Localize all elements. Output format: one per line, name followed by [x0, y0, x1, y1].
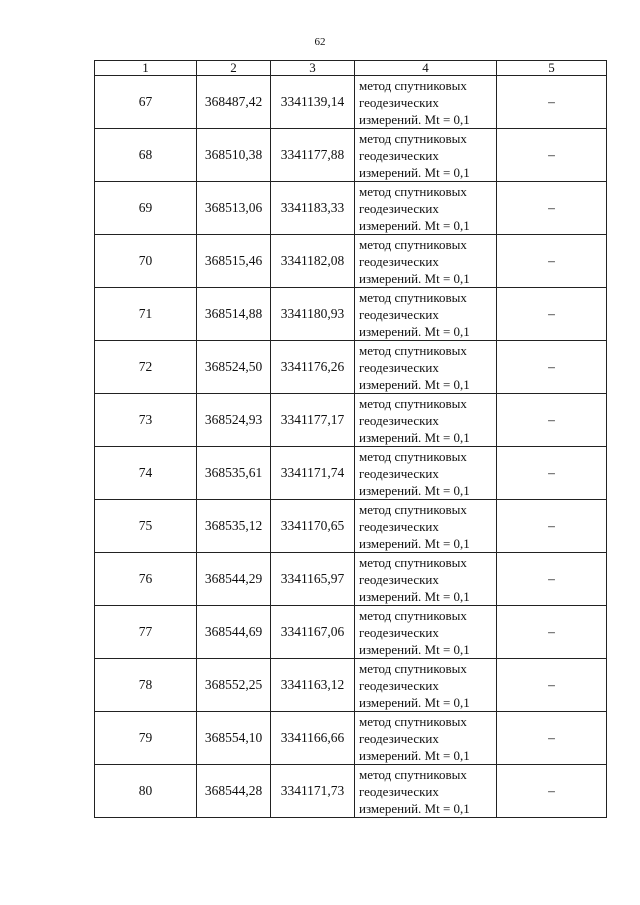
method-cell [355, 288, 497, 341]
method-line: измерений. Mt = 0,1 [359, 641, 470, 657]
method-cell [355, 500, 497, 553]
x-coordinate-cell: 368513,06 [197, 182, 271, 235]
method-line: измерений. Mt = 0,1 [359, 164, 470, 180]
table-row [95, 712, 607, 765]
method-line: геодезических [359, 624, 439, 640]
method-cell [355, 182, 497, 235]
coordinates-table [94, 60, 607, 818]
method-line: измерений. Mt = 0,1 [359, 323, 470, 339]
method-line: метод спутниковых [359, 766, 467, 782]
x-coordinate-cell: 368487,42 [197, 76, 271, 129]
x-coordinate-cell: 368554,10 [197, 712, 271, 765]
method-cell [355, 447, 497, 500]
column-header: 1 [95, 61, 197, 76]
x-coordinate-cell: 368535,12 [197, 500, 271, 553]
y-coordinate-cell: 3341176,26 [271, 341, 355, 394]
column-header: 2 [197, 61, 271, 76]
y-coordinate-cell: 3341171,74 [271, 447, 355, 500]
table-row [95, 182, 607, 235]
method-line: измерений. Mt = 0,1 [359, 111, 470, 127]
y-coordinate-cell: 3341139,14 [271, 76, 355, 129]
table-row [95, 288, 607, 341]
x-coordinate-cell: 368535,61 [197, 447, 271, 500]
table-header-row [95, 61, 607, 76]
point-number-cell: 73 [95, 394, 197, 447]
point-number-cell: 80 [95, 765, 197, 818]
table-row [95, 235, 607, 288]
method-line: геодезических [359, 306, 439, 322]
point-number-cell: 77 [95, 606, 197, 659]
note-cell: – [497, 394, 607, 447]
point-number-cell: 72 [95, 341, 197, 394]
point-number-cell: 74 [95, 447, 197, 500]
x-coordinate-cell: 368544,69 [197, 606, 271, 659]
point-number-cell: 71 [95, 288, 197, 341]
note-cell: – [497, 765, 607, 818]
column-header: 3 [271, 61, 355, 76]
table-row [95, 394, 607, 447]
y-coordinate-cell: 3341177,17 [271, 394, 355, 447]
point-number-cell: 68 [95, 129, 197, 182]
method-line: измерений. Mt = 0,1 [359, 217, 470, 233]
note-cell: – [497, 500, 607, 553]
note-cell: – [497, 341, 607, 394]
method-line: метод спутниковых [359, 607, 467, 623]
method-line: метод спутниковых [359, 130, 467, 146]
method-line: метод спутниковых [359, 77, 467, 93]
method-line: геодезических [359, 200, 439, 216]
table-row [95, 606, 607, 659]
note-cell: – [497, 659, 607, 712]
page-number: 62 [314, 36, 326, 48]
point-number-cell: 69 [95, 182, 197, 235]
note-cell: – [497, 235, 607, 288]
method-line: измерений. Mt = 0,1 [359, 694, 470, 710]
method-line: геодезических [359, 783, 439, 799]
method-line: измерений. Mt = 0,1 [359, 429, 470, 445]
y-coordinate-cell: 3341166,66 [271, 712, 355, 765]
table-row [95, 129, 607, 182]
method-line: измерений. Mt = 0,1 [359, 800, 470, 816]
method-line: метод спутниковых [359, 289, 467, 305]
method-line: измерений. Mt = 0,1 [359, 535, 470, 551]
table-row [95, 76, 607, 129]
method-line: геодезических [359, 730, 439, 746]
x-coordinate-cell: 368524,93 [197, 394, 271, 447]
note-cell: – [497, 553, 607, 606]
point-number-cell: 67 [95, 76, 197, 129]
table-row [95, 765, 607, 818]
column-header: 4 [355, 61, 497, 76]
x-coordinate-cell: 368515,46 [197, 235, 271, 288]
note-cell: – [497, 447, 607, 500]
point-number-cell: 76 [95, 553, 197, 606]
note-cell: – [497, 182, 607, 235]
x-coordinate-cell: 368544,29 [197, 553, 271, 606]
x-coordinate-cell: 368552,25 [197, 659, 271, 712]
method-cell [355, 235, 497, 288]
method-cell [355, 712, 497, 765]
method-cell [355, 659, 497, 712]
table-row [95, 500, 607, 553]
method-line: измерений. Mt = 0,1 [359, 588, 470, 604]
method-line: метод спутниковых [359, 554, 467, 570]
table-row [95, 447, 607, 500]
y-coordinate-cell: 3341170,65 [271, 500, 355, 553]
point-number-cell: 75 [95, 500, 197, 553]
method-line: геодезических [359, 465, 439, 481]
method-line: метод спутниковых [359, 395, 467, 411]
note-cell: – [497, 76, 607, 129]
method-line: геодезических [359, 94, 439, 110]
x-coordinate-cell: 368524,50 [197, 341, 271, 394]
y-coordinate-cell: 3341182,08 [271, 235, 355, 288]
note-cell: – [497, 129, 607, 182]
method-cell [355, 553, 497, 606]
method-line: геодезических [359, 677, 439, 693]
method-line: метод спутниковых [359, 660, 467, 676]
method-line: геодезических [359, 253, 439, 269]
method-line: геодезических [359, 147, 439, 163]
method-cell [355, 76, 497, 129]
method-line: геодезических [359, 412, 439, 428]
y-coordinate-cell: 3341171,73 [271, 765, 355, 818]
table-row [95, 553, 607, 606]
method-cell [355, 606, 497, 659]
point-number-cell: 78 [95, 659, 197, 712]
method-cell [355, 129, 497, 182]
y-coordinate-cell: 3341183,33 [271, 182, 355, 235]
method-line: геодезических [359, 571, 439, 587]
table-row [95, 341, 607, 394]
y-coordinate-cell: 3341165,97 [271, 553, 355, 606]
point-number-cell: 79 [95, 712, 197, 765]
method-line: метод спутниковых [359, 448, 467, 464]
method-line: метод спутниковых [359, 183, 467, 199]
method-line: метод спутниковых [359, 342, 467, 358]
y-coordinate-cell: 3341163,12 [271, 659, 355, 712]
point-number-cell: 70 [95, 235, 197, 288]
note-cell: – [497, 712, 607, 765]
column-header: 5 [497, 61, 607, 76]
method-line: измерений. Mt = 0,1 [359, 482, 470, 498]
method-cell [355, 394, 497, 447]
method-line: измерений. Mt = 0,1 [359, 270, 470, 286]
table-body [95, 61, 607, 818]
x-coordinate-cell: 368510,38 [197, 129, 271, 182]
y-coordinate-cell: 3341167,06 [271, 606, 355, 659]
method-line: геодезических [359, 518, 439, 534]
method-line: измерений. Mt = 0,1 [359, 376, 470, 392]
note-cell: – [497, 288, 607, 341]
method-cell [355, 765, 497, 818]
method-line: метод спутниковых [359, 236, 467, 252]
x-coordinate-cell: 368514,88 [197, 288, 271, 341]
y-coordinate-cell: 3341177,88 [271, 129, 355, 182]
table-row [95, 659, 607, 712]
method-line: метод спутниковых [359, 501, 467, 517]
method-line: геодезических [359, 359, 439, 375]
y-coordinate-cell: 3341180,93 [271, 288, 355, 341]
method-cell [355, 341, 497, 394]
method-line: измерений. Mt = 0,1 [359, 747, 470, 763]
note-cell: – [497, 606, 607, 659]
method-line: метод спутниковых [359, 713, 467, 729]
x-coordinate-cell: 368544,28 [197, 765, 271, 818]
